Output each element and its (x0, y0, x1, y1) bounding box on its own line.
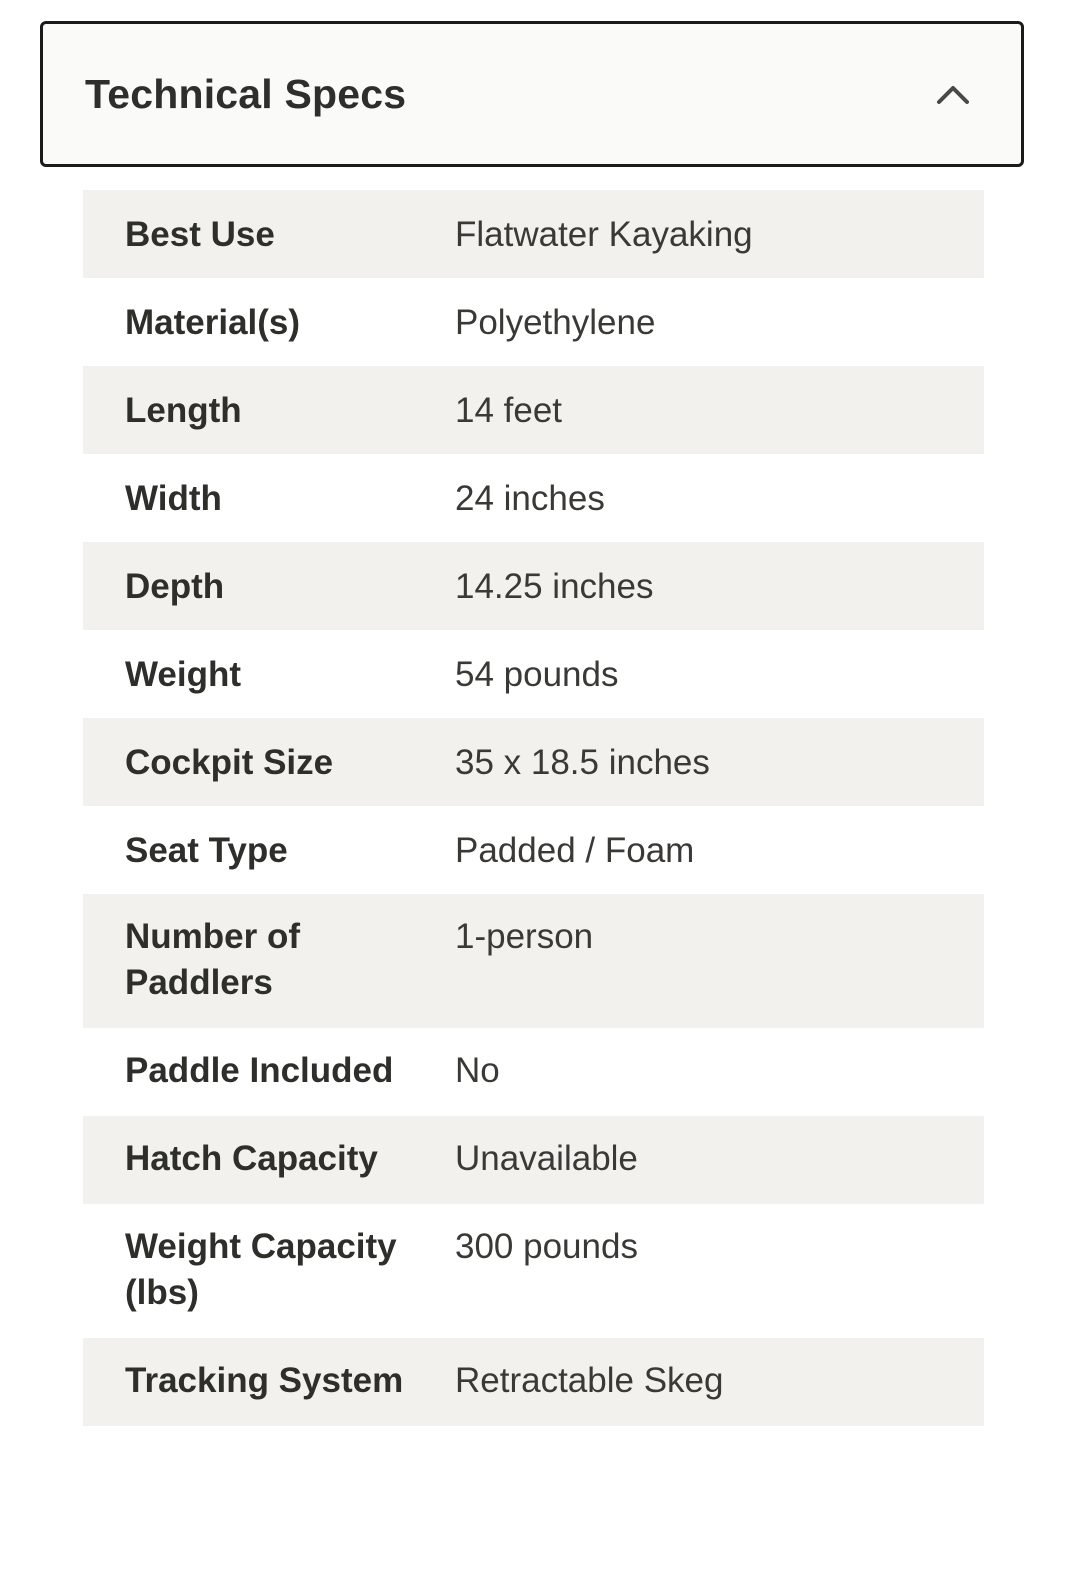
spec-value: 300 pounds (455, 1227, 638, 1266)
spec-row (83, 454, 984, 542)
spec-row (83, 630, 984, 718)
spec-value: Polyethylene (455, 303, 656, 342)
spec-value: No (455, 1051, 500, 1090)
spec-row (83, 718, 984, 806)
spec-label: Weight Capacity (lbs) (125, 1227, 397, 1312)
spec-label: Best Use (125, 215, 275, 254)
spec-value: Unavailable (455, 1139, 638, 1178)
spec-label: Hatch Capacity (125, 1139, 378, 1178)
spec-label: Seat Type (125, 831, 288, 870)
spec-row (83, 366, 984, 454)
spec-label: Depth (125, 567, 225, 606)
spec-value: Flatwater Kayaking (455, 215, 753, 254)
spec-label: Length (125, 391, 242, 430)
spec-label: Number of Paddlers (125, 917, 300, 1002)
spec-label: Paddle Included (125, 1051, 394, 1090)
spec-label: Tracking System (125, 1361, 404, 1400)
technical-specs-accordion-header[interactable] (40, 21, 1024, 167)
spec-value: Retractable Skeg (455, 1361, 724, 1400)
spec-label: Material(s) (125, 303, 301, 342)
spec-row (83, 278, 984, 366)
spec-value: 54 pounds (455, 655, 619, 694)
spec-row (83, 1116, 984, 1204)
spec-label: Weight (125, 655, 242, 694)
spec-value: 1-person (455, 917, 594, 956)
spec-row (83, 894, 984, 1028)
spec-label: Cockpit Size (125, 743, 334, 782)
accordion-title: Technical Specs (85, 70, 407, 117)
spec-value: 14.25 inches (455, 567, 654, 606)
spec-row (83, 190, 984, 278)
specs-table (83, 190, 984, 1426)
spec-value: 35 x 18.5 inches (455, 743, 710, 782)
spec-row (83, 806, 984, 894)
chevron-up-icon[interactable] (935, 76, 971, 112)
spec-value: Padded / Foam (455, 831, 695, 870)
spec-row (83, 542, 984, 630)
spec-row (83, 1338, 984, 1426)
spec-row (83, 1028, 984, 1116)
spec-value: 24 inches (455, 479, 605, 518)
spec-value: 14 feet (455, 391, 563, 430)
spec-label: Width (125, 479, 222, 518)
spec-row (83, 1204, 984, 1338)
